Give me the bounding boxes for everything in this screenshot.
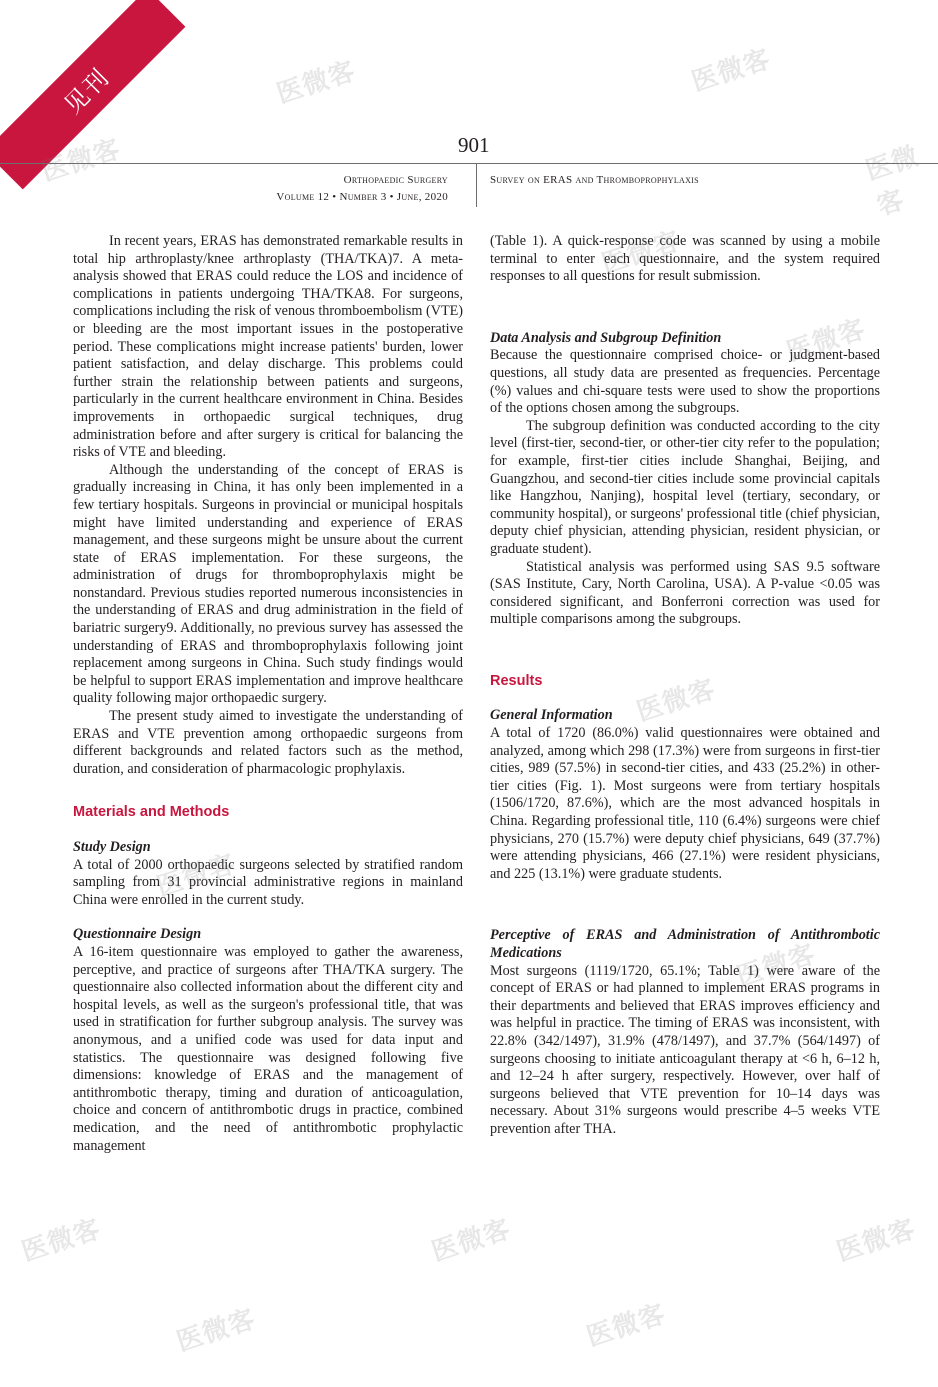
watermark: 医微客 (38, 134, 125, 188)
continuation-paragraph: (Table 1). A quick-response code was scanned by using a mobile terminal to enter each questionnaire, and the system required responses to all questions for result submission. (490, 233, 880, 285)
analysis-heading: Data Analysis and Subgroup Definition (490, 329, 722, 346)
analysis-paragraph-1: Because the questionnaire comprised choice- or judgment-based questions, all study data are presented as frequencies. Percentage (%) values and chi-square tests were used to show the proportions of the options chosen among the subgroups. (490, 347, 880, 417)
questionnaire-heading: Questionnaire Design (73, 926, 202, 943)
header-column-rule (476, 163, 477, 207)
study-design-text: A total of 2000 orthopaedic surgeons selected by stratified random sampling from 31 provincial administrative regions in mainland China were enrolled in the current study. (73, 856, 463, 908)
watermark: 医微客 (633, 674, 720, 728)
watermark: 医微客 (598, 226, 685, 280)
watermark: 医微客 (428, 1214, 515, 1268)
watermark: 医微客 (273, 56, 360, 110)
running-head-right (490, 172, 699, 189)
watermark: 医微客 (783, 314, 870, 368)
methods-heading: Materials and Methods (73, 804, 230, 821)
watermark: 医微客 (173, 1304, 260, 1358)
watermark: 医微客 (688, 44, 775, 98)
general-info-text: A total of 1720 (86.0%) valid questionnaires were obtained and analyzed, among which 298 (17.3%) were from surgeons in first-tier cities, 989 (57.5%) in second-tier cities, and 433 (25.2%) in other-tier cities (Fig. 1). Most surgeons were from tertiary hospitals (1506/1720, 87.6%), which are the most advanced hospitals in China. Regarding professional title, 110 (6.4%) surgeons were chief physicians, 270 (15.7%) were deputy chief physicians, 649 (37.7%) were attending physicians, 466 (27.1%) were resident physicians, and 225 (13.1%) were graduate students. (490, 725, 880, 882)
watermark: 医微客 (833, 1214, 920, 1268)
questionnaire-text: A 16-item questionnaire was employed to gather the awareness, perceptive, and practice of surgeons after THA/TKA surgery. The questionnaire also collected information about the different city and hospital levels, as well as the surgeon's professional title, that was used in stratification for further subgroup analysis. The survey was anonymous, and a unified code was used for data input and statistics. The questionnaire was designed following five dimensions: knowledge of ERAS and the management of antithrombotic therapy, timing and duration of anticoagulation, choice and concern of antithrombotic drugs in practice, combined medication, and the need of antithrombotic prophylactic management (73, 943, 463, 1154)
journal-name: Orthopaedic Surgery (343, 174, 448, 186)
watermark: 医微客 (153, 849, 240, 903)
right-column (490, 233, 880, 1139)
page-number: 901 (458, 133, 490, 157)
study-design-heading: Study Design (73, 839, 151, 855)
results-heading: Results (490, 672, 543, 689)
watermark: 医微客 (862, 141, 923, 222)
perceptive-heading: Perceptive of ERAS and Administration of Antithrombotic Medications (490, 927, 880, 961)
ribbon-label: 见刊 (58, 62, 116, 120)
published-ribbon (0, 0, 185, 189)
general-info-heading: General Information (490, 707, 613, 724)
intro-paragraph-3: The present study aimed to investigate the understanding of ERAS and VTE prevention among orthopaedic surgeons from different backgrounds and related factors such as the method, duration, and consideration of pharmacologic prophylaxis. (73, 708, 463, 777)
left-column (73, 233, 463, 1155)
watermark: 医微客 (583, 1299, 670, 1353)
perceptive-text: Most surgeons (1119/1720, 65.1%; Table 1) were aware of the concept of ERAS or had planned to implement ERAS programs in their departments and believed that ERAS improves efficiency and was helpful in practice. The timing of ERAS was inconsistent, with 22.8% (342/1497), 31.9% (478/1497), and 37.7% (564/1497) of surgeons choosing to initiate anticoagulant therapy at <6 h, 6–12 h, and 12–24 h after surgery, respectively. However, over half of surgeons believed that VTE prevention for 10–14 days was necessary. About 31% surgeons would prescribe 4–5 weeks VTE prevention after THA. (490, 962, 880, 1137)
watermark: 医微客 (733, 939, 820, 993)
running-head-left (276, 172, 462, 206)
intro-paragraph-2: Although the understanding of the concept of ERAS is gradually increasing in China, it has only been implemented in a few tertiary hospitals. Surgeons in provincial or municipal hospitals might have limited understanding and experience of ERAS management, and these surgeons might be unsure about the current state of ERAS implementation. For these surgeons, the administration of drugs for thromboprophylaxis might be nonstandard. Previous studies reported numerous inconsistencies in the understanding of ERAS and drug administration in the field of bariatric surgery9. Additionally, no previous survey has assessed the understanding of ERAS and thromboprophylaxis following joint replacement among surgeons in China. Such study findings would be helpful to support ERAS implementation and improve healthcare quality following major orthopaedic surgery. (73, 461, 463, 707)
volume-info: Volume 12 • Number 3 • June, 2020 (276, 191, 448, 203)
header-rule (0, 163, 938, 164)
intro-paragraph-1: In recent years, ERAS has demonstrated remarkable results in total hip arthroplasty/knee arthroplasty (THA/TKA)7. A meta-analysis showed that ERAS could reduce the LOS and incidence of complications in patients undergoing THA/TKA8. For surgeons, complications including the risk of venous thromboembolism (VTE) or bleeding are the most important issues in the postoperative period. These complications might increase patients' burden, lower patient satisfaction, and delay discharge. This problems could further strain the relationship between patients and surgeons, particularly in the current healthcare environment in China. Besides improvements in orthopaedic surgical techniques, drug administration before and after surgery is critical for balancing the risks of VTE and bleeding. (73, 233, 463, 461)
analysis-paragraph-2: The subgroup definition was conducted according to the city level (first-tier, second-tier, or other-tier city refer to the population; for example, first-tier cities include Shanghai, Beijing, and Guangzhou, and second-tier cities include some provincial capitals like Hangzhou, Nanjing), hospital level (tertiary, secondary, or community hospital), or surgeons' professional title (chief physician, deputy chief physician, attending physician, resident physician, or graduate student). (490, 417, 880, 557)
watermark: 医微客 (18, 1214, 105, 1268)
analysis-paragraph-3: Statistical analysis was performed using SAS 9.5 software (SAS Institute, Cary, North Carolina, USA). A P-value <0.05 was considered significant, and Bonferroni correction was used for multiple comparisons among the subgroups. (490, 558, 880, 628)
running-title: Survey on ERAS and Thromboprophylaxis (490, 174, 699, 186)
